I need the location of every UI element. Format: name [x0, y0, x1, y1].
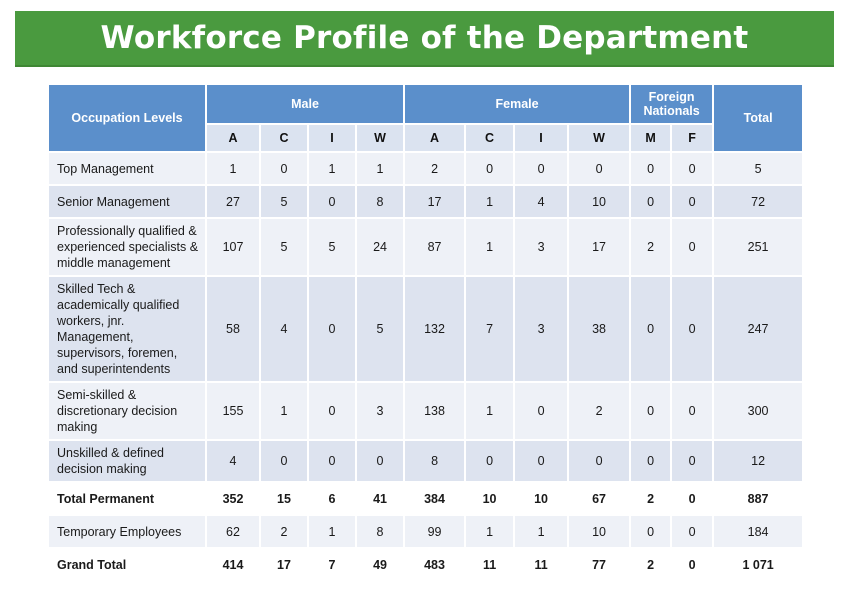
table-cell: 0: [671, 440, 713, 482]
table-cell: 67: [568, 482, 630, 515]
row-label: Professionally qualified & experienced specialists & middle management: [48, 218, 206, 276]
table-cell: 2: [404, 152, 465, 185]
table-cell: 1: [308, 515, 356, 548]
table-cell: 0: [630, 382, 671, 440]
table-row: [48, 382, 803, 440]
header-occupation-levels: Occupation Levels: [48, 84, 206, 152]
table-cell: 41: [356, 482, 404, 515]
table-cell: 0: [260, 152, 308, 185]
table-cell: 8: [356, 185, 404, 218]
table-cell: 3: [514, 276, 568, 382]
table-cell: 7: [308, 548, 356, 581]
table-cell: 138: [404, 382, 465, 440]
row-label: Unskilled & defined decision making: [48, 440, 206, 482]
table-cell: 49: [356, 548, 404, 581]
table-cell: 155: [206, 382, 260, 440]
table-cell: 1: [465, 382, 514, 440]
title-banner: [15, 11, 834, 67]
table-row: [48, 515, 803, 548]
table-row: [48, 276, 803, 382]
table-cell: 17: [260, 548, 308, 581]
table-cell: 2: [260, 515, 308, 548]
row-total: 1 071: [713, 548, 803, 581]
table-cell: 5: [356, 276, 404, 382]
table-cell: 77: [568, 548, 630, 581]
table-cell: 1: [206, 152, 260, 185]
table-cell: 8: [356, 515, 404, 548]
table-cell: 1: [260, 382, 308, 440]
table-cell: 132: [404, 276, 465, 382]
table-cell: 4: [206, 440, 260, 482]
table-body: [48, 152, 803, 581]
table-cell: 10: [465, 482, 514, 515]
table-row: [48, 482, 803, 515]
table-cell: 0: [630, 440, 671, 482]
row-label: Semi-skilled & discretionary decision making: [48, 382, 206, 440]
subheader-male-w: W: [356, 124, 404, 152]
table-cell: 0: [514, 382, 568, 440]
subheader-male-i: I: [308, 124, 356, 152]
table-cell: 0: [630, 276, 671, 382]
table-cell: 0: [671, 218, 713, 276]
table-cell: 87: [404, 218, 465, 276]
table-row: [48, 218, 803, 276]
table-cell: 107: [206, 218, 260, 276]
table-cell: 0: [671, 548, 713, 581]
header-foreign-nationals: Foreign Nationals: [630, 84, 713, 124]
table-cell: 0: [630, 185, 671, 218]
table-cell: 0: [630, 515, 671, 548]
table-cell: 0: [568, 152, 630, 185]
table-cell: 2: [568, 382, 630, 440]
table-cell: 24: [356, 218, 404, 276]
subheader-female-w: W: [568, 124, 630, 152]
row-total: 5: [713, 152, 803, 185]
row-label: Skilled Tech & academically qualified workers, jnr. Management, supervisors, foremen, and superintendents: [48, 276, 206, 382]
table-cell: 17: [404, 185, 465, 218]
table-cell: 17: [568, 218, 630, 276]
subheader-female-i: I: [514, 124, 568, 152]
table-cell: 11: [514, 548, 568, 581]
header-male: Male: [206, 84, 404, 124]
table-row: [48, 440, 803, 482]
table-cell: 62: [206, 515, 260, 548]
row-total: 887: [713, 482, 803, 515]
table-cell: 0: [514, 440, 568, 482]
table-cell: 0: [308, 276, 356, 382]
row-label: Grand Total: [48, 548, 206, 581]
table-cell: 0: [671, 382, 713, 440]
row-total: 12: [713, 440, 803, 482]
table-cell: 1: [356, 152, 404, 185]
table-row: [48, 152, 803, 185]
table-cell: 2: [630, 482, 671, 515]
table-cell: 0: [671, 185, 713, 218]
table-cell: 5: [308, 218, 356, 276]
table-cell: 0: [308, 440, 356, 482]
table-cell: 4: [514, 185, 568, 218]
row-total: 251: [713, 218, 803, 276]
header-female: Female: [404, 84, 630, 124]
table-cell: 1: [465, 218, 514, 276]
table-cell: 0: [671, 152, 713, 185]
subheader-foreign-f: F: [671, 124, 713, 152]
table-cell: 0: [671, 276, 713, 382]
table-cell: 38: [568, 276, 630, 382]
table-cell: 1: [465, 515, 514, 548]
table-cell: 1: [308, 152, 356, 185]
table-cell: 0: [671, 515, 713, 548]
table-cell: 0: [260, 440, 308, 482]
subheader-female-c: C: [465, 124, 514, 152]
table-cell: 5: [260, 218, 308, 276]
table-row: [48, 548, 803, 581]
row-total: 184: [713, 515, 803, 548]
row-label: Senior Management: [48, 185, 206, 218]
table-cell: 1: [465, 185, 514, 218]
table-cell: 11: [465, 548, 514, 581]
table-cell: 10: [568, 185, 630, 218]
table-cell: 352: [206, 482, 260, 515]
table-cell: 27: [206, 185, 260, 218]
table-cell: 4: [260, 276, 308, 382]
table-cell: 3: [514, 218, 568, 276]
workforce-table: [47, 83, 804, 582]
table-cell: 10: [568, 515, 630, 548]
table-cell: 0: [356, 440, 404, 482]
table-cell: 99: [404, 515, 465, 548]
table-cell: 7: [465, 276, 514, 382]
subheader-male-c: C: [260, 124, 308, 152]
subheader-foreign-m: M: [630, 124, 671, 152]
table-cell: 0: [308, 382, 356, 440]
table-cell: 6: [308, 482, 356, 515]
table-cell: 483: [404, 548, 465, 581]
subheader-male-a: A: [206, 124, 260, 152]
subheader-female-a: A: [404, 124, 465, 152]
table-cell: 0: [514, 152, 568, 185]
table-cell: 3: [356, 382, 404, 440]
table-cell: 384: [404, 482, 465, 515]
row-label: Top Management: [48, 152, 206, 185]
table-cell: 414: [206, 548, 260, 581]
table-cell: 0: [465, 440, 514, 482]
row-total: 72: [713, 185, 803, 218]
table-cell: 10: [514, 482, 568, 515]
table-cell: 0: [671, 482, 713, 515]
table-cell: 0: [630, 152, 671, 185]
row-total: 300: [713, 382, 803, 440]
table-cell: 0: [308, 185, 356, 218]
page-title: Workforce Profile of the Department: [100, 20, 749, 56]
row-total: 247: [713, 276, 803, 382]
table-cell: 0: [465, 152, 514, 185]
table-cell: 2: [630, 548, 671, 581]
row-label: Total Permanent: [48, 482, 206, 515]
row-label: Temporary Employees: [48, 515, 206, 548]
table-row: [48, 185, 803, 218]
header-total: Total: [713, 84, 803, 152]
table-cell: 15: [260, 482, 308, 515]
table-cell: 1: [514, 515, 568, 548]
table-cell: 2: [630, 218, 671, 276]
table-cell: 5: [260, 185, 308, 218]
table-cell: 58: [206, 276, 260, 382]
table-cell: 0: [568, 440, 630, 482]
table-cell: 8: [404, 440, 465, 482]
